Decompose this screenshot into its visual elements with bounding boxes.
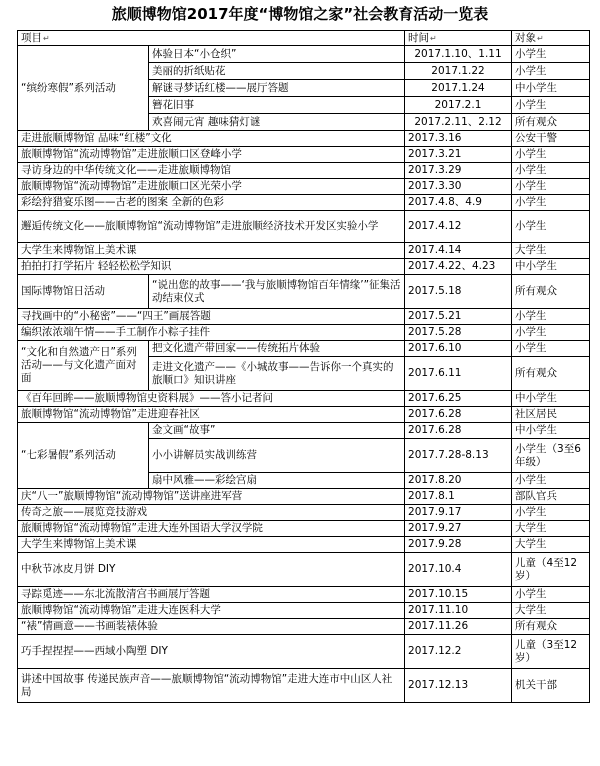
activity-date: 2017.8.20 [405, 473, 512, 489]
table-row [18, 211, 590, 243]
table-row [18, 341, 590, 357]
activity-audience: 部队官兵 [512, 489, 590, 505]
table-row [18, 275, 590, 309]
activity-name: 美丽的折纸贴花 [149, 63, 405, 80]
activity-date: 2017.5.21 [405, 309, 512, 325]
page-title: 旅顺博物馆2017年度“博物馆之家”社会教育活动一览表 [111, 5, 489, 23]
activity-date: 2017.9.27 [405, 521, 512, 537]
table-row [18, 635, 590, 669]
activity-name: 讲述中国故事 传递民族声音——旅顺博物馆“流动博物馆”走进大连市中山区人社局 [18, 669, 405, 703]
table-row [18, 325, 590, 341]
table-row [18, 163, 590, 179]
activity-name: 大学生来博物馆上美术课 [18, 243, 405, 259]
table-row [18, 587, 590, 603]
activity-audience: 小学生 [512, 63, 590, 80]
activity-name: 走进旅顺博物馆 品味“红楼”文化 [18, 131, 405, 147]
activity-audience: 小学生 [512, 46, 590, 63]
activity-date: 2017.4.8、4.9 [405, 195, 512, 211]
activity-name: 彩绘狩猎宴乐图——古老的图案 全新的色彩 [18, 195, 405, 211]
activity-audience: 小学生 [512, 179, 590, 195]
activity-audience: 儿童（4至12岁） [512, 553, 590, 587]
activity-name: 中秋节冰皮月饼 DIY [18, 553, 405, 587]
table-row [18, 407, 590, 423]
activity-name: 寻访身边的中华传统文化——走进旅顺博物馆 [18, 163, 405, 179]
activity-audience: 小学生 [512, 309, 590, 325]
activity-date: 2017.6.11 [405, 357, 512, 391]
group-cell: “缤纷寒假”系列活动 [18, 46, 149, 131]
activity-audience: 小学生 [512, 147, 590, 163]
table-row [18, 521, 590, 537]
activity-name: 《百年回眸——旅顺博物馆史资料展》——答小记者问 [18, 391, 405, 407]
activity-name: 扇中风雅——彩绘宫扇 [149, 473, 405, 489]
activity-audience: 所有观众 [512, 357, 590, 391]
activity-name: 拍拍打打学拓片 轻轻松松学知识 [18, 259, 405, 275]
activity-audience: 小学生 [512, 211, 590, 243]
activity-audience: 社区居民 [512, 407, 590, 423]
table-row [18, 505, 590, 521]
activity-audience: 小学生 [512, 473, 590, 489]
activity-name: 旅顺博物馆“流动博物馆”走进迎春社区 [18, 407, 405, 423]
activity-audience: 大学生 [512, 521, 590, 537]
activity-date: 2017.1.24 [405, 80, 512, 97]
header-audience: 对象↵ [512, 31, 590, 46]
activity-date: 2017.10.4 [405, 553, 512, 587]
table-row [18, 179, 590, 195]
table-row [18, 669, 590, 703]
activity-audience: 所有观众 [512, 114, 590, 131]
activity-name: 巧手捏捏捏——西域小陶塑 DIY [18, 635, 405, 669]
table-row [18, 259, 590, 275]
table-row [18, 603, 590, 619]
activity-date: 2017.3.29 [405, 163, 512, 179]
header-project: 项目↵ [18, 31, 405, 46]
activity-name: “裱”情画意——书画装裱体验 [18, 619, 405, 635]
activity-name: 寻找画中的“小秘密”——“四王”画展答题 [18, 309, 405, 325]
activity-name: 寻踪觅迹——东北流散清宫书画展厅答题 [18, 587, 405, 603]
table-row [18, 489, 590, 505]
activity-audience: 所有观众 [512, 619, 590, 635]
table-row [18, 537, 590, 553]
table-header-row [18, 31, 590, 46]
activity-date: 2017.6.25 [405, 391, 512, 407]
activity-date: 2017.6.10 [405, 341, 512, 357]
activity-audience: 小学生 [512, 97, 590, 114]
activity-date: 2017.8.1 [405, 489, 512, 505]
activity-name: 欢喜闹元宵 趣味猜灯谜 [149, 114, 405, 131]
activity-date: 2017.2.11、2.12 [405, 114, 512, 131]
activity-date: 2017.11.26 [405, 619, 512, 635]
table-row [18, 243, 590, 259]
activity-audience: 小学生 [512, 587, 590, 603]
activity-name: “说出您的故事——‘我与旅顺博物馆百年情缘’”征集活动结束仪式 [149, 275, 405, 309]
activity-date: 2017.4.22、4.23 [405, 259, 512, 275]
group-cell: 国际博物馆日活动 [18, 275, 149, 309]
activity-audience: 中小学生 [512, 259, 590, 275]
activity-date: 2017.1.22 [405, 63, 512, 80]
activity-name: 走进文化遗产——《小城故事——告诉你一个真实的旅顺口》知识讲座 [149, 357, 405, 391]
activity-date: 2017.5.28 [405, 325, 512, 341]
activity-audience: 大学生 [512, 537, 590, 553]
group-cell: “七彩暑假”系列活动 [18, 423, 149, 489]
table-row [18, 46, 590, 63]
table-row [18, 131, 590, 147]
activity-audience: 大学生 [512, 243, 590, 259]
activity-name: 金文画“故事” [149, 423, 405, 439]
table-row [18, 423, 590, 439]
activity-date: 2017.5.18 [405, 275, 512, 309]
activity-date: 2017.12.13 [405, 669, 512, 703]
table-row [18, 147, 590, 163]
activity-date: 2017.3.21 [405, 147, 512, 163]
activity-name: 把文化遗产带回家——传统拓片体验 [149, 341, 405, 357]
activity-audience: 小学生 [512, 163, 590, 179]
activity-audience: 所有观众 [512, 275, 590, 309]
activity-name: 旅顺博物馆“流动博物馆”走进旅顺口区登峰小学 [18, 147, 405, 163]
table-row [18, 619, 590, 635]
activity-name: 邂逅传统文化——旅顺博物馆“流动博物馆”走进旅顺经济技术开发区实验小学 [18, 211, 405, 243]
header-time: 时间↵ [405, 31, 512, 46]
activity-date: 2017.10.15 [405, 587, 512, 603]
activity-audience: 小学生（3至6年级） [512, 439, 590, 473]
table-row [18, 391, 590, 407]
activity-name: 大学生来博物馆上美术课 [18, 537, 405, 553]
activity-audience: 儿童（3至12岁） [512, 635, 590, 669]
activity-date: 2017.4.12 [405, 211, 512, 243]
activity-audience: 中小学生 [512, 423, 590, 439]
activity-name: 簪花旧事 [149, 97, 405, 114]
table-row [18, 195, 590, 211]
activity-date: 2017.1.10、1.11 [405, 46, 512, 63]
activity-date: 2017.9.17 [405, 505, 512, 521]
activity-date: 2017.3.30 [405, 179, 512, 195]
activity-name: 体验日本“小仓织” [149, 46, 405, 63]
activity-audience: 小学生 [512, 341, 590, 357]
activity-date: 2017.4.14 [405, 243, 512, 259]
activity-audience: 中小学生 [512, 80, 590, 97]
activity-name: 编织浓浓端午情——手工制作小粽子挂件 [18, 325, 405, 341]
group-cell: “文化和自然遗产日”系列活动——与文化遗产面对面 [18, 341, 149, 391]
table-row [18, 553, 590, 587]
activity-date: 2017.9.28 [405, 537, 512, 553]
activity-table [17, 30, 590, 703]
activity-name: 解谜寻梦话红楼——展厅答题 [149, 80, 405, 97]
activity-audience: 中小学生 [512, 391, 590, 407]
activity-date: 2017.3.16 [405, 131, 512, 147]
activity-audience: 大学生 [512, 603, 590, 619]
activity-audience: 小学生 [512, 195, 590, 211]
activity-name: 传奇之旅——展览竞技游戏 [18, 505, 405, 521]
activity-date: 2017.12.2 [405, 635, 512, 669]
activity-name: 小小讲解员实战训练营 [149, 439, 405, 473]
activity-date: 2017.7.28-8.13 [405, 439, 512, 473]
activity-audience: 公安干警 [512, 131, 590, 147]
activity-name: 旅顺博物馆“流动博物馆”走进旅顺口区光荣小学 [18, 179, 405, 195]
activity-date: 2017.6.28 [405, 407, 512, 423]
activity-audience: 小学生 [512, 505, 590, 521]
activity-date: 2017.11.10 [405, 603, 512, 619]
table-row [18, 309, 590, 325]
activity-date: 2017.6.28 [405, 423, 512, 439]
activity-name: 旅顺博物馆“流动博物馆”走进大连外国语大学汉学院 [18, 521, 405, 537]
activity-name: 旅顺博物馆“流动博物馆”走进大连医科大学 [18, 603, 405, 619]
activity-audience: 机关干部 [512, 669, 590, 703]
activity-audience: 小学生 [512, 325, 590, 341]
activity-name: 庆“八一”旅顺博物馆“流动博物馆”送讲座进军营 [18, 489, 405, 505]
activity-date: 2017.2.1 [405, 97, 512, 114]
